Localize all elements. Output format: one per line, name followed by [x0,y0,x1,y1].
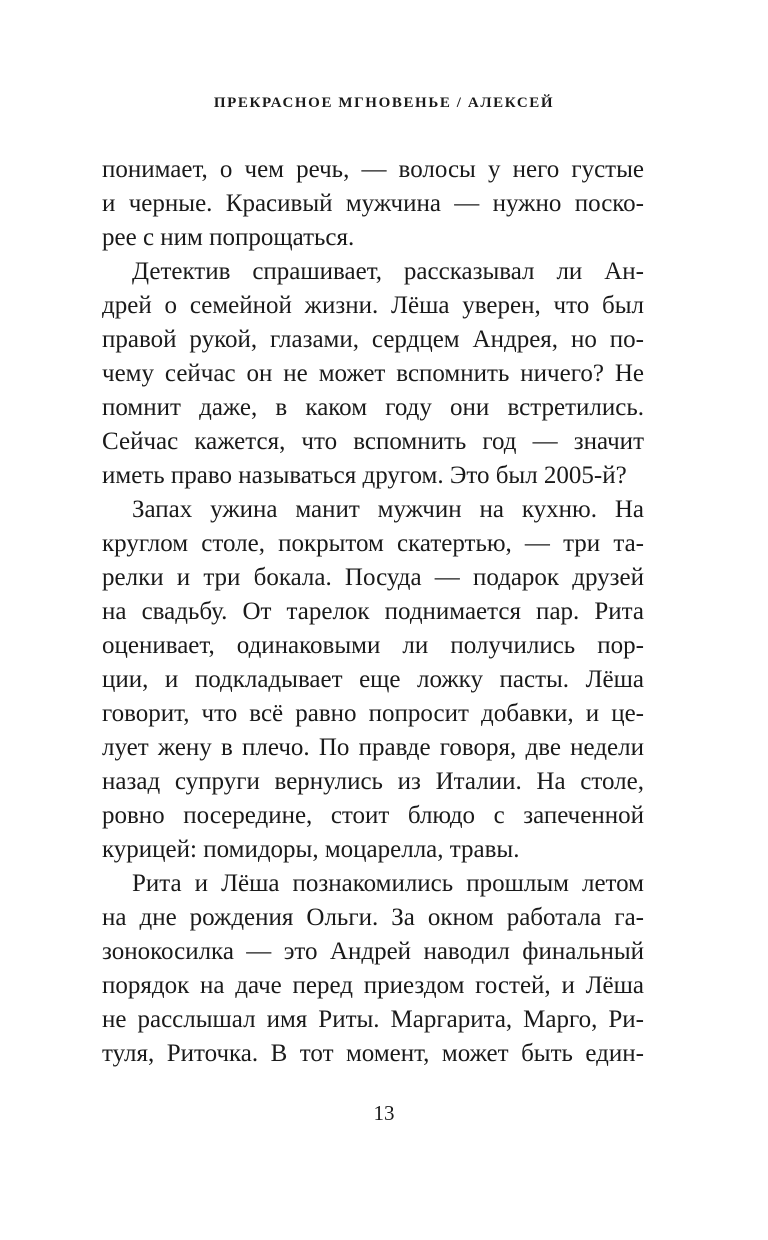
text-line: порядок на даче перед приездом гостей, и Лёша [102,972,644,999]
text-line: курицей: помидоры, моцарелла, травы. [102,836,520,863]
text-line: ровно посередине, стоит блюдо с запеченной [102,802,644,829]
text-line: дрей о семейной жизни. Лёша уверен, что был [102,292,644,319]
text-line: иметь право называться другом. Это был 2005-й? [102,462,627,489]
text-line: понимает, о чем речь, — волосы у него густые [102,156,644,183]
text-line: правой рукой, глазами, сердцем Андрея, но по- [102,326,644,353]
text-line: рее с ним попрощаться. [102,224,355,251]
text-line: Сейчас кажется, что вспомнить год — значит [102,428,644,455]
text-line: чему сейчас он не может вспомнить ничего? Не [102,360,644,387]
text-line: говорит, что всё равно попросит добавки, и це- [102,700,644,727]
text-line: релки и три бокала. Посуда — подарок друзей [102,564,644,591]
text-line: на дне рождения Ольги. За окном работала га- [102,904,644,931]
text-line: лует жену в плечо. По правде говоря, две недели [102,734,644,761]
text-line: помнит даже, в каком году они встретились. [102,394,644,421]
text-line: круглом столе, покрытом скатертью, — три та- [102,530,644,557]
running-head: ПРЕКРАСНОЕ МГНОВЕНЬЕ / АЛЕКСЕЙ [213,95,555,111]
text-line: назад супруги вернулись из Италии. На столе, [102,768,644,795]
page-number: 13 [373,1101,395,1125]
text-line: зонокосилка — это Андрей наводил финальный [102,938,644,965]
text-line: ции, и подкладывает еще ложку пасты. Лёша [102,666,644,693]
text-line: оценивает, одинаковыми ли получились пор- [102,632,644,659]
body-text [102,153,644,1071]
text-line: Детектив спрашивает, рассказывал ли Ан- [132,258,644,285]
text-line: Запах ужина манит мужчин на кухню. На [132,496,644,523]
text-line: на свадьбу. От тарелок поднимается пар. Рита [102,598,644,625]
text-line: туля, Риточка. В тот момент, может быть един- [102,1040,644,1067]
text-line: не расслышал имя Риты. Маргарита, Марго, Ри- [102,1006,644,1033]
text-line: и черные. Красивый мужчина — нужно поско- [102,190,644,217]
text-line: Рита и Лёша познакомились прошлым летом [132,870,644,897]
